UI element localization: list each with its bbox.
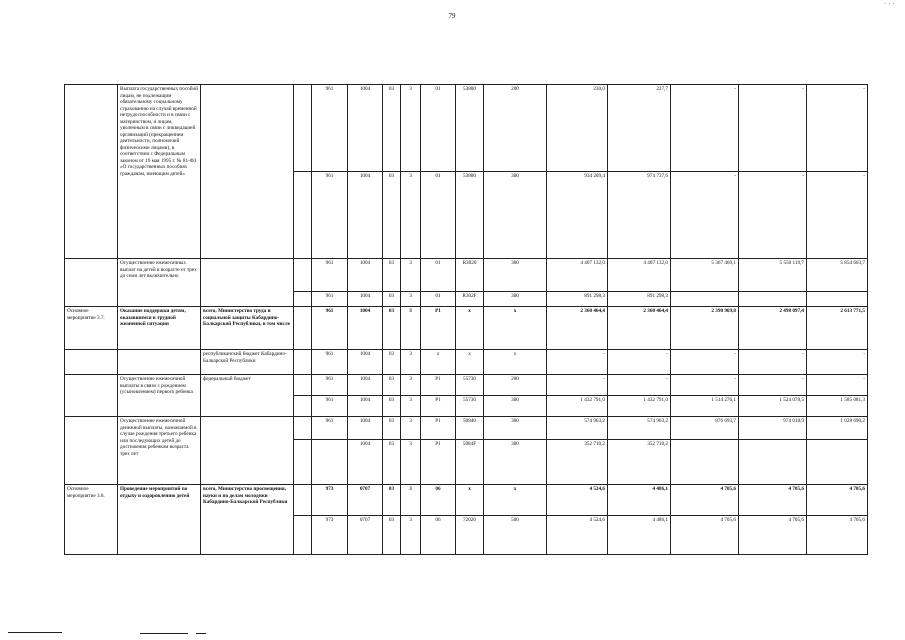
table-row <box>65 350 868 375</box>
pgp-cell: 01 <box>421 292 456 307</box>
grbs-cell: 961 <box>312 375 348 396</box>
vr-cell: 500 <box>484 516 547 555</box>
value-cell: 4 407 132,0 <box>547 259 608 292</box>
value-cell: 4 486,1 <box>608 516 671 555</box>
value-cell: 2 498 097,4 <box>739 307 807 350</box>
pr-cell: 03 <box>383 417 401 440</box>
description-cell: Осуществление ежемесячной выплаты в связи с рождением (усыновлением) первого ребенка <box>118 375 201 417</box>
csr-cell: 50840 <box>456 417 484 440</box>
value-cell <box>739 440 807 485</box>
csr-cell: 72020 <box>456 516 484 555</box>
description-cell: Оказание поддержки детям, оказавшимся в трудной жизненной ситуации <box>118 307 201 350</box>
value-cell: 352 710,2 <box>547 440 608 485</box>
rz-cell: 1004 <box>348 292 383 307</box>
value-cell: - <box>547 375 608 396</box>
value-cell: - <box>671 350 739 375</box>
value-cell: 1 432 791,0 <box>608 396 671 417</box>
value-cell: 4 407 132,0 <box>608 259 671 292</box>
event-cell <box>65 259 118 307</box>
footer-rule <box>196 633 206 634</box>
value-cell <box>671 440 739 485</box>
executor-cell: всего, Министерство труда и социальной защиты Кабардино-Балкарской Республики, в том числе <box>201 307 294 350</box>
vr-cell: 300 <box>484 396 547 417</box>
value-cell: - <box>671 375 739 396</box>
value-cell <box>671 292 739 307</box>
vr-cell: 300 <box>484 417 547 440</box>
budget-table <box>64 84 868 555</box>
description-cell: Проведение мероприятий по отдыху и оздоровлению детей <box>118 485 201 555</box>
grbs-cell: 961 <box>312 85 348 172</box>
grbs-cell: 961 <box>312 350 348 375</box>
vr-cell: 300 <box>484 259 547 292</box>
gp-cell: 3 <box>401 172 421 259</box>
pr-cell: 03 <box>383 516 401 555</box>
csr-cell: 55730 <box>456 396 484 417</box>
value-cell: 1 028 690,2 <box>807 417 868 440</box>
value-cell: - <box>671 85 739 172</box>
value-cell: 4 524,6 <box>547 485 608 516</box>
value-cell: - <box>807 85 868 172</box>
grbs-cell: 961 <box>312 259 348 292</box>
value-cell: 891 298,3 <box>608 292 671 307</box>
footer-rule <box>8 632 62 633</box>
rz-cell: 1004 <box>348 172 383 259</box>
pr-cell: 03 <box>383 259 401 292</box>
pr-cell: 03 <box>383 172 401 259</box>
grbs-cell: 973 <box>312 485 348 516</box>
table-row <box>65 485 868 516</box>
vr-cell: 300 <box>484 172 547 259</box>
pr-cell: 03 <box>383 85 401 172</box>
page-number: 79 <box>448 12 456 20</box>
value-cell: 891 298,3 <box>547 292 608 307</box>
pr-cell: 03 <box>383 396 401 417</box>
value-cell: 2 360 464,4 <box>608 307 671 350</box>
value-cell: 227,7 <box>608 85 671 172</box>
rz-cell: 1004 <box>348 440 383 485</box>
vr-cell: 200 <box>484 375 547 396</box>
value-cell: 1 524 078,5 <box>739 396 807 417</box>
gp-cell: 3 <box>401 85 421 172</box>
gp-cell: 3 <box>401 375 421 396</box>
value-cell: 352 710,2 <box>608 440 671 485</box>
pgp-cell: P1 <box>421 417 456 440</box>
value-cell: - <box>739 85 807 172</box>
value-cell: - <box>608 350 671 375</box>
pgp-cell: P1 <box>421 396 456 417</box>
value-cell: - <box>739 172 807 259</box>
pgp-cell: 01 <box>421 259 456 292</box>
gp-cell: 3 <box>401 307 421 350</box>
table-row <box>65 375 868 396</box>
vr-cell: x <box>484 307 547 350</box>
grbs-cell: 961 <box>312 417 348 440</box>
gp-cell: 3 <box>401 417 421 440</box>
grbs-cell: 961 <box>312 172 348 259</box>
gp-cell: 3 <box>401 396 421 417</box>
csr-cell: x <box>456 350 484 375</box>
csr-cell: x <box>456 307 484 350</box>
value-cell: 4 705,6 <box>807 516 868 555</box>
event-cell: Основное мероприятие 3.7. <box>65 307 118 350</box>
value-cell: 2 390 969,8 <box>671 307 739 350</box>
table-row <box>65 85 868 172</box>
value-cell: 4 524,6 <box>547 516 608 555</box>
description-cell: Осуществление ежемесячных выплат на детей в возрасте от трех до семи лет включительно <box>118 259 201 307</box>
grbs-cell: 973 <box>312 516 348 555</box>
pgp-cell: 01 <box>421 172 456 259</box>
event-cell <box>65 85 118 259</box>
executor-cell: республиканский бюджет Кабардино-Балкарской Республики <box>201 350 294 375</box>
value-cell: - <box>739 375 807 396</box>
csr-cell: 53800 <box>456 85 484 172</box>
rz-cell: 1004 <box>348 85 383 172</box>
value-cell: - <box>671 172 739 259</box>
pgp-cell: P1 <box>421 307 456 350</box>
rz-cell: 1004 <box>348 396 383 417</box>
value-cell: 4 705,6 <box>671 516 739 555</box>
value-cell: 574 963,2 <box>547 417 608 440</box>
value-cell: 2 613 771,5 <box>807 307 868 350</box>
footer-rule <box>140 633 188 634</box>
vr-cell: x <box>484 485 547 516</box>
pgp-cell: P1 <box>421 440 456 485</box>
value-cell: 4 705,6 <box>739 516 807 555</box>
executor-cell: федеральный бюджет <box>201 375 294 417</box>
value-cell: 934 209,4 <box>547 172 608 259</box>
grbs-cell: 961 <box>312 292 348 307</box>
value-cell: 876 693,7 <box>671 417 739 440</box>
pgp-cell: P1 <box>421 375 456 396</box>
value-cell: 4 705,6 <box>671 485 739 516</box>
table-row <box>65 417 868 440</box>
executor-cell <box>201 85 294 259</box>
executor-cell <box>201 259 294 307</box>
rz-cell: 0707 <box>348 485 383 516</box>
value-cell: 1 514 276,1 <box>671 396 739 417</box>
pr-cell: 03 <box>383 307 401 350</box>
value-cell: 974 737,6 <box>608 172 671 259</box>
pr-cell: 03 <box>383 350 401 375</box>
pr-cell: 03 <box>383 292 401 307</box>
value-cell <box>807 292 868 307</box>
gp-cell: 3 <box>401 350 421 375</box>
gp-cell: 3 <box>401 292 421 307</box>
value-cell: 574 963,2 <box>608 417 671 440</box>
pr-cell: 03 <box>383 440 401 485</box>
pr-cell: 03 <box>383 375 401 396</box>
value-cell: - <box>807 350 868 375</box>
pgp-cell: 01 <box>421 85 456 172</box>
gp-cell: 3 <box>401 440 421 485</box>
rz-cell: 1004 <box>348 259 383 292</box>
corner-mark: · · · <box>884 0 895 8</box>
rz-cell: 1004 <box>348 417 383 440</box>
gp-cell: 3 <box>401 516 421 555</box>
gp-cell: 3 <box>401 259 421 292</box>
value-cell: 2 360 464,4 <box>547 307 608 350</box>
pgp-cell: 06 <box>421 516 456 555</box>
table-row <box>65 307 868 350</box>
vr-cell: 300 <box>484 292 547 307</box>
csr-cell: R302F <box>456 292 484 307</box>
pr-cell: 03 <box>383 485 401 516</box>
value-cell: - <box>739 350 807 375</box>
grbs-cell <box>312 440 348 485</box>
value-cell: 5 367 469,1 <box>671 259 739 292</box>
value-cell: - <box>547 350 608 375</box>
value-cell: - <box>608 375 671 396</box>
rz-cell: 1004 <box>348 375 383 396</box>
description-cell: Осуществление ежемесячной денежной выплаты, назначаемой в случае рождения третьего ребенка или последующих детей до достижения ребенком возраста трех лет <box>118 417 201 485</box>
value-cell: 4 486,1 <box>608 485 671 516</box>
pgp-cell: 06 <box>421 485 456 516</box>
value-cell <box>807 440 868 485</box>
grbs-cell: 961 <box>312 396 348 417</box>
rz-cell: 1004 <box>348 350 383 375</box>
value-cell: 974 018,9 <box>739 417 807 440</box>
csr-cell: 5084F <box>456 440 484 485</box>
table-row <box>65 259 868 292</box>
rz-cell: 0707 <box>348 516 383 555</box>
vr-cell: x <box>484 350 547 375</box>
value-cell: 5 550 119,7 <box>739 259 807 292</box>
executor-cell: всего, Министерство просвещения, науки и по делам молодежи Кабардино-Балкарской Республики <box>201 485 294 555</box>
event-cell: Основное мероприятие 3.8. <box>65 485 118 555</box>
rz-cell: 1004 <box>348 307 383 350</box>
value-cell: 1 585 081,3 <box>807 396 868 417</box>
pgp-cell: x <box>421 350 456 375</box>
grbs-cell: 961 <box>312 307 348 350</box>
value-cell: 5 854 603,7 <box>807 259 868 292</box>
value-cell: 230,0 <box>547 85 608 172</box>
csr-cell: 55730 <box>456 375 484 396</box>
value-cell: 4 705,6 <box>739 485 807 516</box>
value-cell <box>739 292 807 307</box>
value-cell: - <box>807 172 868 259</box>
value-cell: 1 432 791,0 <box>547 396 608 417</box>
value-cell: - <box>807 375 868 396</box>
value-cell: 4 705,6 <box>807 485 868 516</box>
csr-cell: R3020 <box>456 259 484 292</box>
csr-cell: 53800 <box>456 172 484 259</box>
vr-cell: 200 <box>484 85 547 172</box>
gp-cell: 3 <box>401 485 421 516</box>
vr-cell: 300 <box>484 440 547 485</box>
csr-cell: x <box>456 485 484 516</box>
description-cell: Выплата государственных пособий лицам, не подлежащим обязательному социальному страхованию на случай временной нетрудоспособности и в связи с материнством, и лицам, уволенным в связи с ликвидацией организаций (прекращением деятельности, полномочий физическими лицами), в соответствии с Федеральным законом от 19 мая 1995 г. № 81-ФЗ «О государственных пособиях гражданам, имеющим детей» <box>118 85 201 259</box>
